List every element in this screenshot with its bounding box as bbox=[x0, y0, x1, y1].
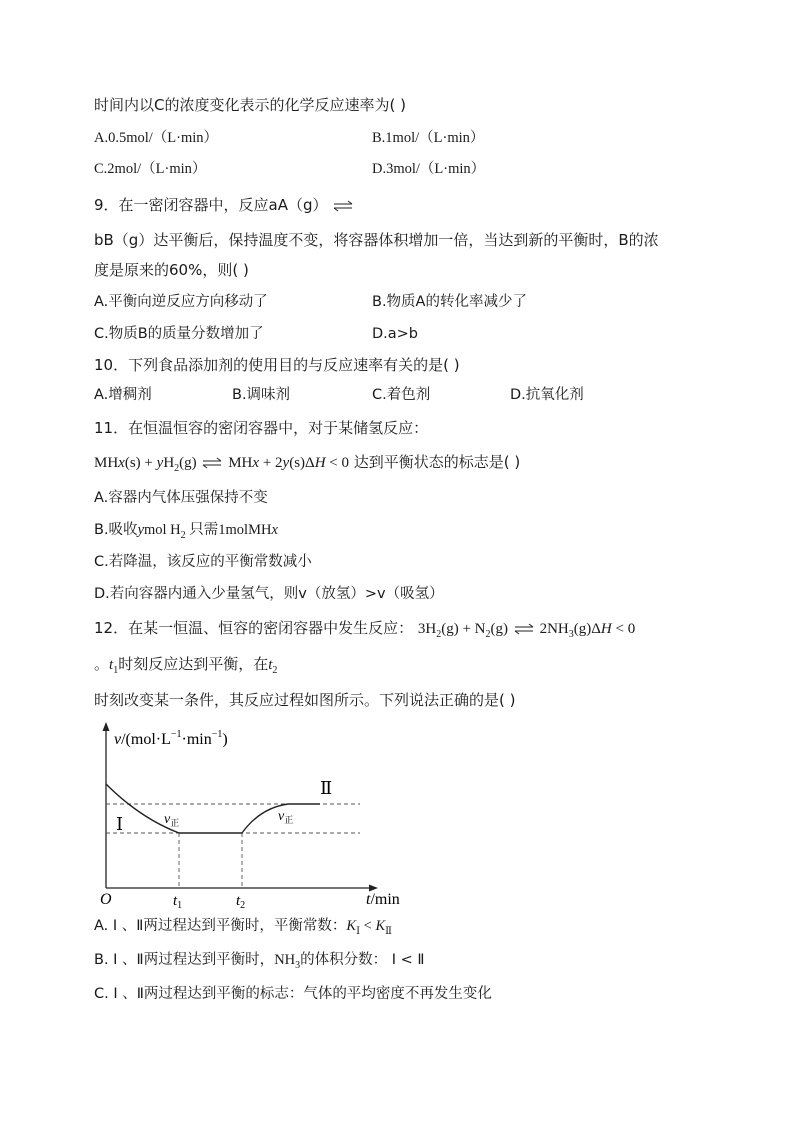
reversible-arrow-icon bbox=[332, 198, 354, 214]
x-axis-label: t/min bbox=[366, 891, 400, 908]
stage-1-label: Ⅰ bbox=[116, 814, 124, 834]
q10-option-d[interactable]: D.抗氧化剂 bbox=[510, 387, 584, 403]
v-forward-label-1: $v_正$ bbox=[164, 812, 180, 828]
q12-option-c[interactable]: C. Ⅰ 、Ⅱ两过程达到平衡的标志：气体的平均密度不再发生变化 bbox=[94, 986, 492, 1002]
reversible-arrow-icon bbox=[201, 455, 223, 471]
reversible-arrow-icon bbox=[513, 621, 535, 637]
q8-stem-tail: 时间内以C的浓度变化表示的化学反应速率为( ) bbox=[94, 96, 406, 114]
q12-stem-line1 bbox=[94, 618, 635, 639]
origin-label: O bbox=[100, 891, 112, 908]
q9-stem-line2: bB（g）达平衡后，保持温度不变，将容器体积增加一倍，当达到新的平衡时，B的浓 bbox=[94, 231, 659, 249]
q8-option-c[interactable]: C.2mol/（L·min） bbox=[94, 161, 207, 177]
q11-stem-tail: 达到平衡状态的标志是( ) bbox=[353, 453, 521, 471]
t2-label: $t_2$ bbox=[236, 893, 246, 908]
q12-option-b[interactable]: B. Ⅰ 、Ⅱ两过程达到平衡时，$NH_3$的体积分数： Ⅰ < Ⅱ bbox=[94, 952, 425, 971]
q11-equation-line bbox=[94, 452, 520, 473]
q12-stem-line2: 。$t_1$时刻反应达到平衡，在$t_2$ bbox=[94, 655, 278, 676]
q8-option-a[interactable]: A.0.5mol/（L·min） bbox=[94, 130, 219, 146]
q9-stem-line1 bbox=[94, 195, 354, 215]
q10-option-c[interactable]: C.着色剂 bbox=[372, 387, 431, 403]
q9-option-c[interactable]: C.物质B的质量分数增加了 bbox=[94, 326, 264, 342]
rate-curve bbox=[106, 784, 320, 833]
y-axis-arrow-icon bbox=[103, 722, 110, 731]
q11-stem: 11．在恒温恒容的密闭容器中，对于某储氢反应： bbox=[94, 419, 429, 437]
q9-option-b[interactable]: B.物质A的转化率减少了 bbox=[372, 294, 527, 310]
q10-option-b[interactable]: B.调味剂 bbox=[232, 387, 291, 403]
q12-option-a[interactable]: A. Ⅰ 、Ⅱ两过程达到平衡时，平衡常数：$K_Ⅰ < K_Ⅱ$ bbox=[94, 918, 392, 937]
q9-stem-text: 9．在一密闭容器中，反应aA（g） bbox=[94, 196, 328, 214]
q10-stem: 10．下列食品添加剂的使用目的与反应速率有关的是( ) bbox=[94, 356, 460, 374]
q8-option-d[interactable]: D.3mol/（L·min） bbox=[372, 161, 486, 177]
q11-equation-right: MHx + 2y(s)ΔH < 0 bbox=[228, 455, 349, 471]
q12-equation: $3H_2(g) + N_2(g)$ bbox=[417, 621, 509, 640]
q10-option-a[interactable]: A.增稠剂 bbox=[94, 387, 152, 403]
q11-option-c[interactable]: C.若降温，该反应的平衡常数减小 bbox=[94, 554, 312, 570]
t1-label: $t_1$ bbox=[173, 893, 183, 908]
v-forward-label-2: $v_正$ bbox=[278, 809, 294, 825]
q11-option-a[interactable]: A.容器内气体压强保持不变 bbox=[94, 490, 268, 506]
y-axis-label: $v/(mol\cdot L^{-1}\cdot\min^{-1})$ bbox=[114, 729, 228, 748]
q12-stem-line3: 时刻改变某一条件，其反应过程如图所示。下列说法正确的是( ) bbox=[94, 691, 516, 709]
stage-2-label: Ⅱ bbox=[320, 778, 333, 798]
q9-option-d[interactable]: D.a>b bbox=[372, 326, 419, 342]
rate-time-graph bbox=[90, 718, 420, 908]
q12-stem: 12．在某一恒温、恒容的密闭容器中发生反应： bbox=[94, 619, 414, 637]
q12-equation-right: $2NH_3(g)\Delta H < 0$ bbox=[539, 621, 636, 640]
q9-stem-line3: 度是原来的60%，则( ) bbox=[94, 261, 249, 279]
q11-option-b[interactable]: B.吸收ymol $H_2$ 只需1molMHx bbox=[94, 522, 278, 541]
q11-option-d[interactable]: D.若向容器内通入少量氢气，则v（放氢）>v（吸氢） bbox=[94, 586, 444, 602]
q9-option-a[interactable]: A.平衡向逆反应方向移动了 bbox=[94, 294, 268, 310]
q11-equation: $MHx(s) + yH_2(g)$ bbox=[94, 455, 197, 474]
q8-option-b[interactable]: B.1mol/（L·min） bbox=[372, 130, 485, 146]
